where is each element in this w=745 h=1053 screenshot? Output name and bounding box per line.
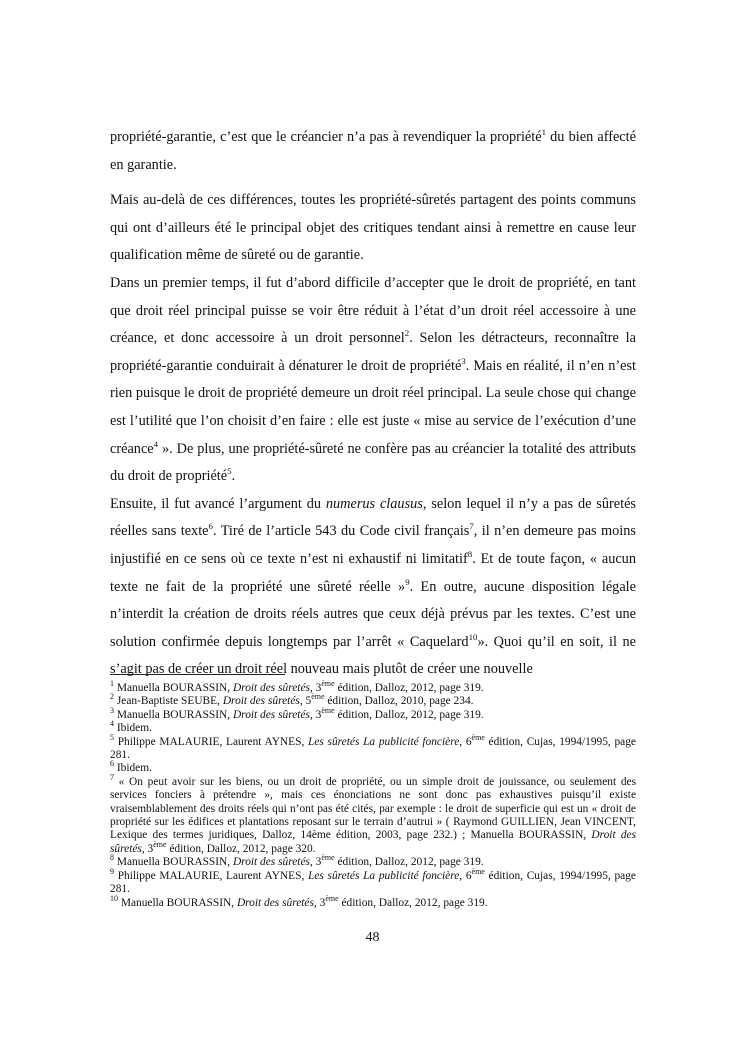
footnote-1 <box>110 679 636 695</box>
text-run: . Tiré de l’article 543 du Code civil français <box>212 523 470 540</box>
text-run: 3 <box>312 682 322 694</box>
footnote-7 <box>110 773 637 856</box>
text-run: Manuella BOURASSIN, <box>113 708 233 721</box>
footnote-6 <box>110 759 636 775</box>
italic-title: Droit des sûretés, <box>236 896 317 909</box>
body-text <box>110 124 636 684</box>
text-run: . <box>231 468 236 485</box>
footnote-number: 10 <box>110 893 118 903</box>
footnote-number: 9 <box>110 866 114 876</box>
footnote-2 <box>110 692 636 708</box>
ordinal-suffix: ème <box>325 893 339 903</box>
footnote-4 <box>110 719 636 735</box>
footnote-ref-3[interactable]: 3 <box>461 355 466 366</box>
footnote-8 <box>110 853 636 869</box>
text-run: . Et de toute façon, « aucun texte ne fait de la propriété une sûreté réelle » <box>110 550 636 595</box>
text-run: . En outre, aucune disposition légale n’interdit la création de droits réels autres que ceux déjà prévus par les textes. C’est une solution confirmée depuis longtemps par l’arrêt « Caquelard <box>110 578 636 650</box>
italic-title: Droit des sûretés, <box>232 682 313 694</box>
paragraph-4 <box>110 491 636 684</box>
footnote-5 <box>110 732 636 763</box>
footnote-10 <box>110 893 636 910</box>
italic-title: Droit des sûretés, <box>232 708 313 721</box>
text-run: . Mais en réalité, il n’en n’est rien puisque le droit de propriété demeure un droit réel principal. La seule chose qui change est l’utilité que l’on choisit d’en faire : elle est juste « mise au service de l’exécution d’une créance <box>110 357 636 457</box>
text-run: Ibidem. <box>113 722 152 735</box>
text-run: Manuella BOURASSIN, <box>117 896 237 909</box>
footnote-number: 2 <box>110 692 114 702</box>
footnote-ref-8[interactable]: 8 <box>467 549 473 560</box>
text-run: édition, Cujas, 1994/1995, page 281. <box>110 735 636 762</box>
text-run: Manuella BOURASSIN, <box>113 856 233 869</box>
text-run: « On peut avoir sur les biens, ou un droit de propriété, ou un simple droit de jouissance, ou seulement des services fonciers à prétendre », mais ces énonciations ne sont donc pas exhaustives puisqu’il existe vraisemblablement des droits réels qui n’ont pas été cités, par exemple : le droit de superficie qui est un « droit de propriété sur les édifices et plantations reposant sur le terrain d’autrui » ( Raymond GUILLIEN, Jean VINCENT, Lexique des termes juridiques, Dalloz, 14ème édition, 2003, page 232.) ; Manuella BOURASSIN, <box>110 775 636 842</box>
footnote-ref-4[interactable]: 4 <box>153 438 159 449</box>
footnote-ref-2[interactable]: 2 <box>404 328 410 339</box>
text-run: , 5 <box>299 695 312 708</box>
footnote-ref-10[interactable]: 10 <box>468 631 478 642</box>
text-run: . Selon les détracteurs, reconnaître la propriété-garantie conduirait à dénaturer le droit de propriété <box>110 330 636 374</box>
footnote-3 <box>110 706 636 722</box>
ordinal-suffix: ème <box>321 706 335 716</box>
text-run: du bien affecté en garantie. <box>110 129 636 173</box>
paragraph-3 <box>110 270 636 491</box>
text-run: Ibidem. <box>113 762 152 775</box>
text-run: ». Quoi qu’il en soit, il ne s’agit pas de créer un droit réel nouveau mais plutôt de créer une nouvelle <box>110 633 636 678</box>
footnote-number: 3 <box>110 706 114 716</box>
text-run: , il n’en demeure pas moins injustifié en ce sens où ce texte n’est ni exhaustif ni limitatif <box>110 523 636 567</box>
italic-term: numerus clausus <box>325 495 423 512</box>
footnote-ref-5[interactable]: 5 <box>227 466 232 477</box>
text-run: édition, Dalloz, 2012, page 319. <box>334 682 484 694</box>
text-run: 3 <box>312 708 322 721</box>
footnote-number: 6 <box>110 759 114 769</box>
text-run: ». De plus, une propriété-sûreté ne confère pas au créancier la totalité des attributs du droit de propriété <box>110 440 636 485</box>
text-run: propriété-garantie, c’est que le créancier n’a pas à revendiquer la propriété <box>110 129 542 145</box>
footnote-number: 5 <box>110 732 114 742</box>
footnote-ref-6[interactable]: 6 <box>208 521 213 532</box>
footnotes <box>110 679 637 910</box>
text-run: Mais au-delà de ces différences, toutes les propriété-sûretés partagent des points communs qui ont d’ailleurs été le principal objet des critiques tendant ainsi à remettre en cause leur qualification même de sûreté ou de garantie. <box>110 192 636 264</box>
text-run: 3 <box>316 896 326 909</box>
text-run: Jean-Baptiste SEUBE, <box>113 695 223 708</box>
footnote-number: 8 <box>110 853 114 863</box>
italic-title: Droit des sûretés, <box>110 829 637 855</box>
text-run: Ensuite, il fut avancé l’argument du <box>110 495 326 512</box>
text-run: Philippe MALAURIE, Laurent AYNES, <box>113 869 308 882</box>
italic-title: Droit des sûretés <box>222 695 300 708</box>
text-run: édition, Dalloz, 2012, page 319. <box>338 896 488 909</box>
footnote-number: 7 <box>110 773 114 783</box>
text-run: , 6 <box>459 735 472 748</box>
paragraph-1 <box>110 124 636 179</box>
text-run: édition, Cujas, 1994/1995, page 281. <box>110 869 636 896</box>
ordinal-suffix: ème <box>321 853 335 863</box>
footnote-ref-1[interactable]: 1 <box>541 127 547 138</box>
footnote-number: 1 <box>110 679 114 689</box>
footnote-ref-7[interactable]: 7 <box>469 521 474 532</box>
italic-title: Les sûretés La publicité foncière <box>308 869 460 882</box>
text-run: Manuella BOURASSIN, <box>113 682 233 694</box>
italic-title: Les sûretés La publicité foncière <box>308 735 460 748</box>
footnote-9 <box>110 866 636 897</box>
text-run: , selon lequel il n’y a pas de sûretés réelles sans texte <box>110 495 636 540</box>
text-run: édition, Dalloz, 2012, page 319. <box>334 856 484 869</box>
text-run: édition, Dalloz, 2012, page 320. <box>166 842 316 855</box>
text-run: Dans un premier temps, il fut d’abord difficile d’accepter que le droit de propriété, en tant que droit réel principal puisse se voir être réduit à l’état d’un droit réel accessoire à une créance, et donc accessoire à un droit personnel <box>110 274 636 347</box>
text-run: édition, Dalloz, 2010, page 234. <box>324 695 474 708</box>
ordinal-suffix: ème <box>471 732 485 742</box>
paragraph-2 <box>110 187 636 270</box>
ordinal-suffix: ème <box>321 679 335 689</box>
footnote-separator <box>110 674 285 675</box>
text-run: , 6 <box>459 869 472 882</box>
text-run: 3 <box>312 856 322 869</box>
italic-title: Droit des sûretés, <box>232 856 313 869</box>
footnote-number: 4 <box>110 719 114 729</box>
ordinal-suffix: ème <box>471 866 485 876</box>
page-number: 48 <box>365 930 380 945</box>
footnote-ref-9[interactable]: 9 <box>405 576 410 587</box>
text-run: 3 <box>144 842 154 855</box>
ordinal-suffix: ème <box>311 692 325 702</box>
text-run: Philippe MALAURIE, Laurent AYNES, <box>113 735 308 748</box>
ordinal-suffix: ème <box>153 840 167 850</box>
text-run: édition, Dalloz, 2012, page 319. <box>334 708 484 721</box>
